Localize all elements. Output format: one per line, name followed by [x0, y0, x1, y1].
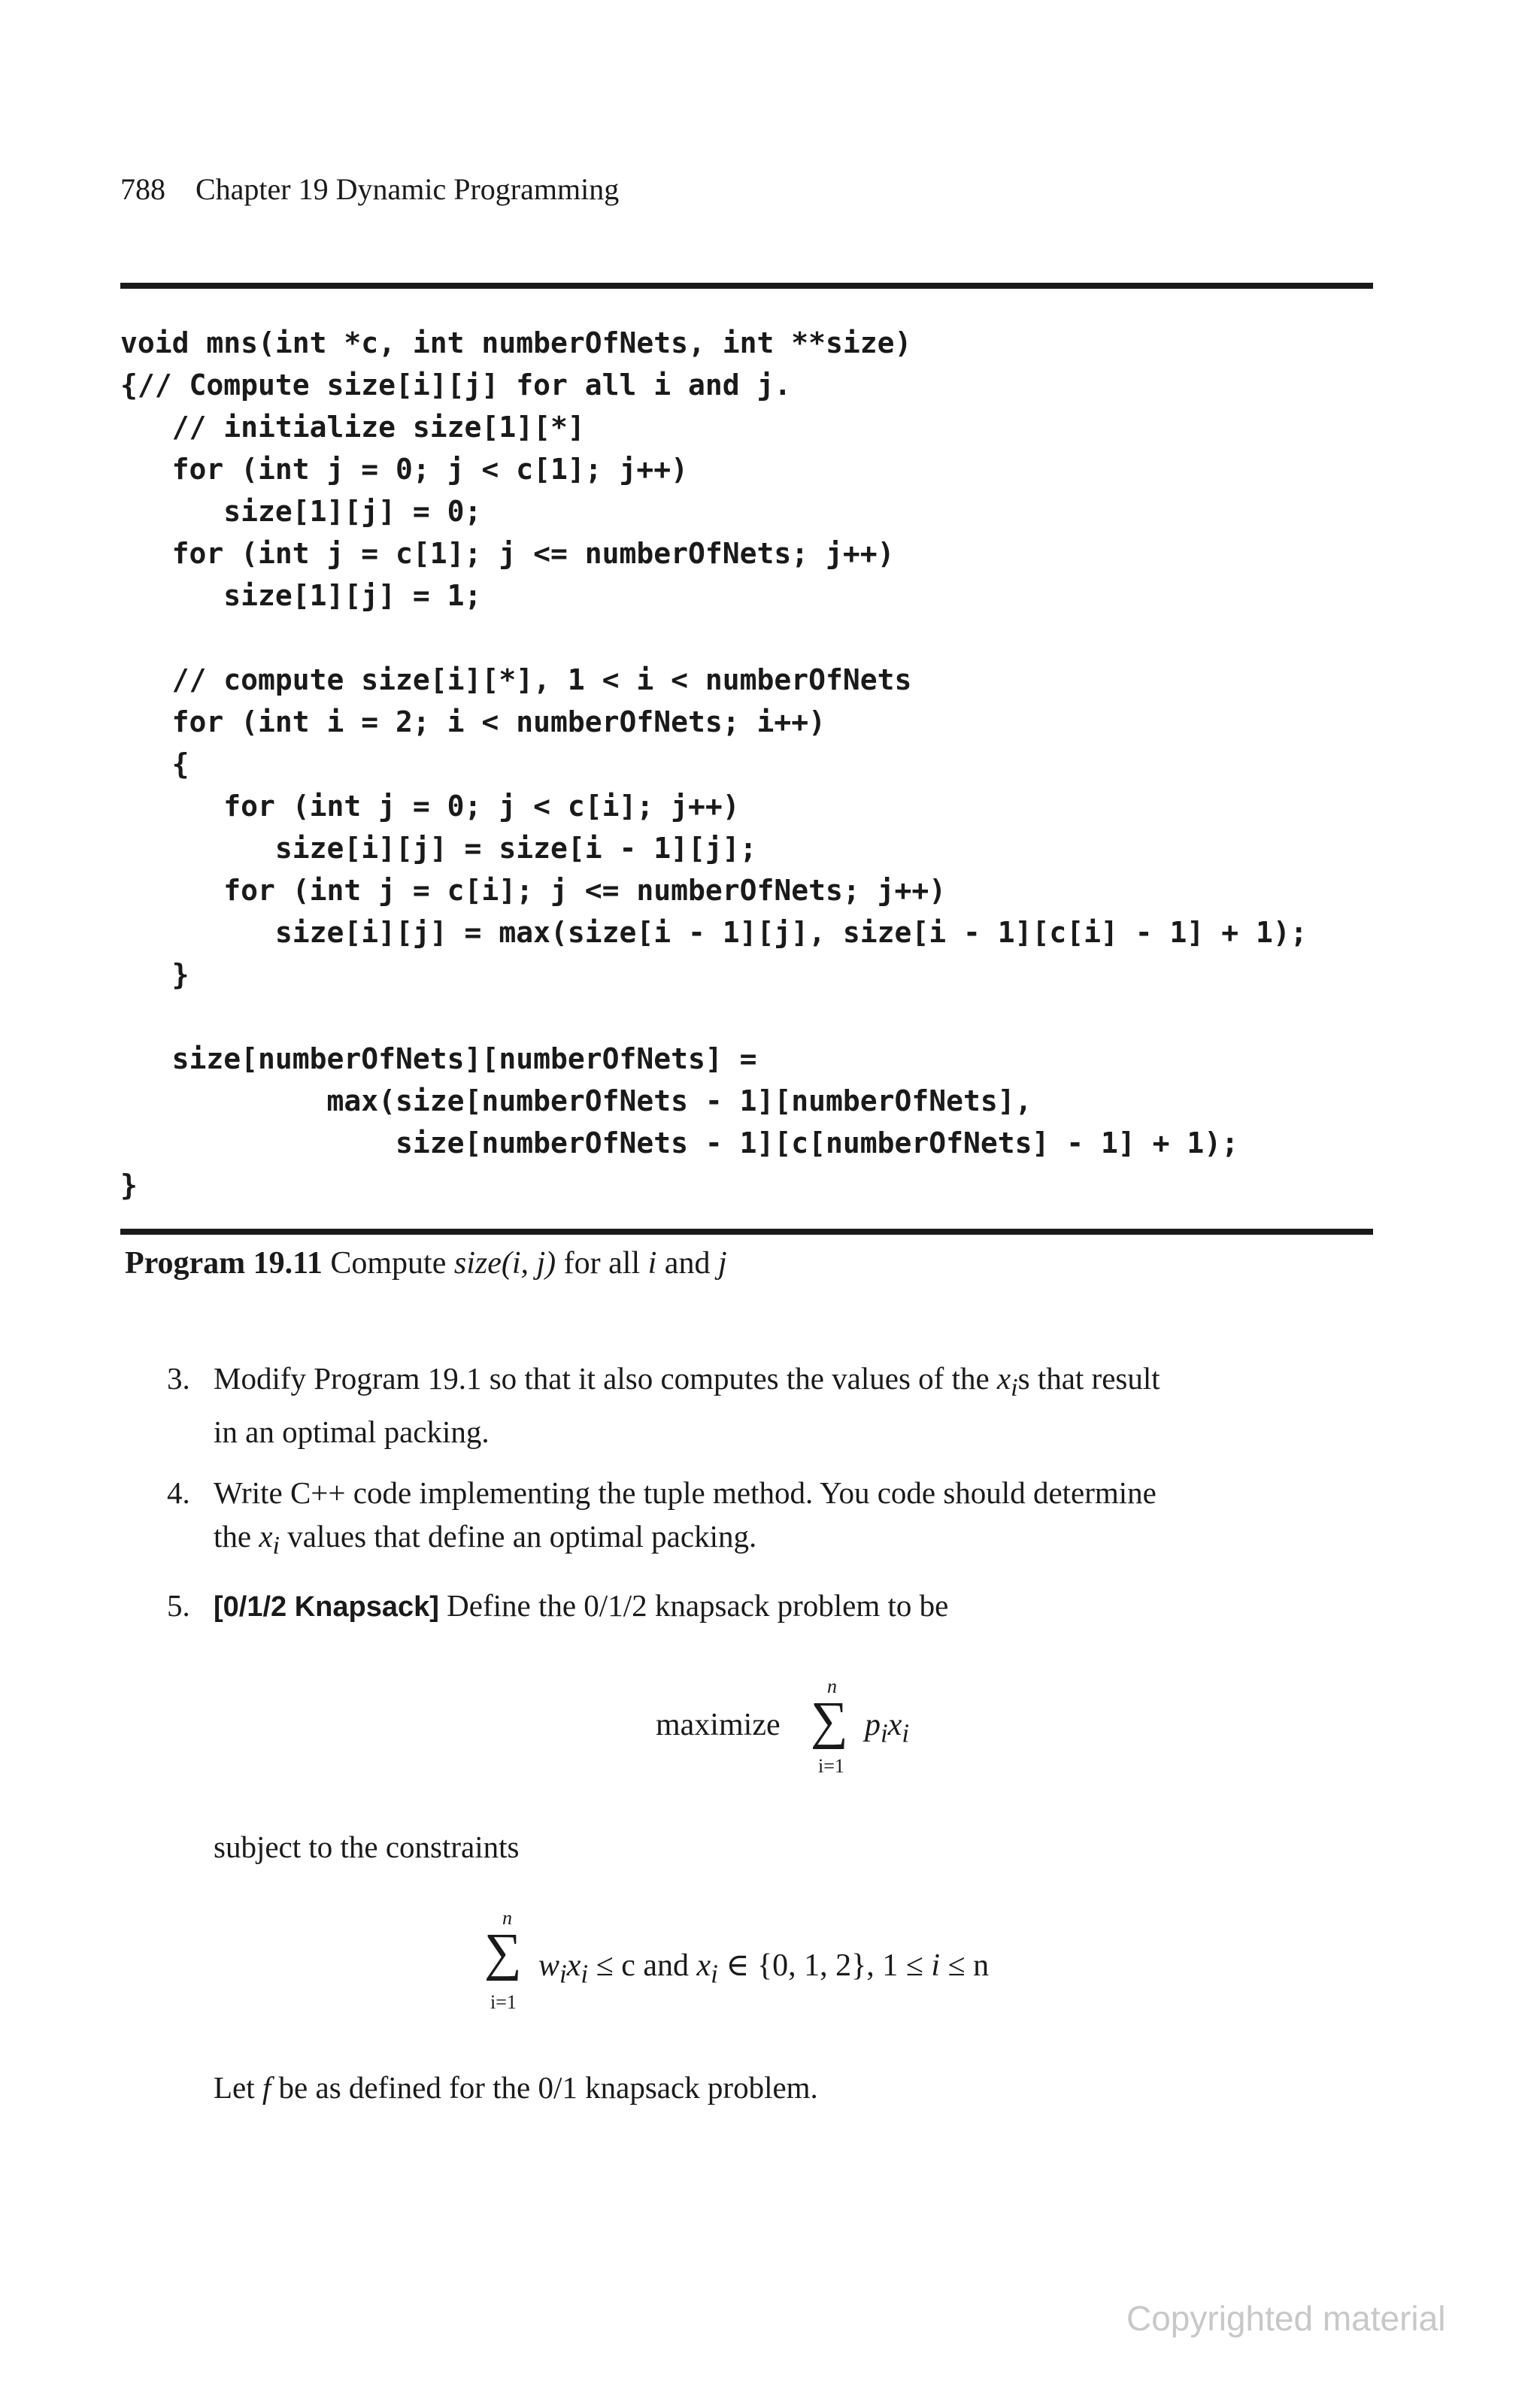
- code-line: for (int j = 0; j < c[1]; j++): [120, 453, 688, 486]
- sum-lower-limit: i=1: [818, 1755, 844, 1777]
- math-var: i: [931, 1948, 941, 1983]
- sum-sigma: ∑: [811, 1692, 848, 1750]
- exercise-text-run: Modify Program 19.1 so that it also computes the values of the: [214, 1361, 997, 1396]
- code-line: size[numberOfNets][numberOfNets] =: [120, 1042, 757, 1075]
- code-line: size[numberOfNets - 1][c[numberOfNets] - 1] + 1);: [120, 1126, 1239, 1160]
- exercise-number: 5.: [167, 1588, 190, 1623]
- caption-var-j: j: [717, 1246, 727, 1281]
- closing-sentence: [214, 2069, 818, 2106]
- math-var: w: [538, 1948, 560, 1983]
- exercise-text: [214, 1357, 1375, 1454]
- caption-label: Program 19.11: [125, 1246, 323, 1281]
- sum-upper-limit: n: [502, 1907, 512, 1929]
- math-var: x: [566, 1948, 581, 1983]
- exercise-text-run: in an optimal packing.: [214, 1414, 490, 1450]
- program-code: [120, 322, 1308, 1206]
- math-sub: i: [711, 1959, 718, 1989]
- running-head: 788 Chapter 19 Dynamic Programming: [120, 172, 620, 206]
- exercise-number: 3.: [167, 1361, 190, 1396]
- exercise-3: [167, 1357, 1375, 1454]
- objective-term: [865, 1707, 909, 1748]
- code-line: {// Compute size[i][j] for all i and j.: [120, 368, 792, 402]
- code-line: size[1][j] = 0;: [120, 495, 482, 528]
- constraint-text: ≤ n: [940, 1948, 990, 1983]
- exercise-text-run: Write C++ code implementing the tuple method. You code should determine: [214, 1475, 1157, 1510]
- code-line: for (int j = c[i]; j <= numberOfNets; j++): [120, 874, 947, 907]
- caption-text: Compute: [322, 1246, 454, 1281]
- math-var: x: [996, 1361, 1011, 1396]
- copyright-watermark: Copyrighted material: [1126, 2299, 1446, 2338]
- exercise-title: [0/1/2 Knapsack]: [214, 1591, 439, 1623]
- code-line: {: [120, 747, 189, 781]
- caption-var-i: i: [647, 1246, 657, 1281]
- code-line: }: [120, 1169, 138, 1202]
- code-line: max(size[numberOfNets - 1][numberOfNets],: [120, 1084, 1032, 1117]
- constraint-text: and: [635, 1948, 697, 1983]
- program-top-rule: [120, 283, 1373, 289]
- code-line: size[i][j] = max(size[i - 1][j], size[i - 1][c[i] - 1] + 1);: [120, 916, 1308, 949]
- math-var: p: [865, 1708, 881, 1742]
- constraint-term: [538, 1946, 989, 1989]
- exercise-text-run: s that result: [1017, 1361, 1160, 1396]
- code-line: [120, 996, 1308, 1038]
- math-sub: i: [881, 1718, 888, 1748]
- constraint-text: ≤ c: [588, 1948, 635, 1983]
- code-line: size[i][j] = size[i - 1][j];: [120, 832, 757, 865]
- math-var: x: [887, 1708, 902, 1742]
- program-bottom-rule: [120, 1229, 1373, 1235]
- exercise-text-run: values that define an optimal packing.: [280, 1519, 757, 1554]
- sum-sigma: ∑: [484, 1924, 522, 1981]
- closing-text: be as defined for the 0/1 knapsack problem.: [271, 2070, 818, 2105]
- math-var: f: [262, 2070, 271, 2105]
- code-line: }: [120, 958, 189, 991]
- code-line: size[1][j] = 1;: [120, 579, 482, 612]
- math-var: x: [696, 1948, 711, 1983]
- math-sub: i: [1011, 1374, 1018, 1402]
- code-line: // compute size[i][*], 1 < i < numberOfNets: [120, 663, 912, 696]
- math-sub: i: [902, 1718, 910, 1748]
- math-sub: i: [581, 1959, 589, 1989]
- sum-lower-limit: i=1: [490, 1991, 517, 2013]
- sum-upper-limit: n: [827, 1675, 837, 1697]
- exercise-4: [167, 1471, 1375, 1568]
- exercise-text: [214, 1584, 1375, 1629]
- code-line: for (int j = c[1]; j <= numberOfNets; j++): [120, 537, 895, 570]
- caption-text: and: [656, 1246, 718, 1281]
- exercise-5: [167, 1584, 1375, 1629]
- exercise-text-run: Define the 0/1/2 knapsack problem to be: [438, 1588, 949, 1623]
- subject-to-text: subject to the constraints: [214, 1830, 520, 1864]
- code-line: [120, 617, 1308, 659]
- caption-function: size(i, j): [453, 1246, 556, 1281]
- math-sub: i: [272, 1532, 280, 1560]
- constraint-text: ∈ {0, 1, 2}, 1 ≤: [717, 1948, 932, 1983]
- math-var: x: [259, 1519, 273, 1554]
- exercise-number: 4.: [167, 1475, 190, 1510]
- exercise-text-run: the: [214, 1519, 259, 1554]
- caption-text: for all: [556, 1246, 648, 1281]
- math-sub: i: [559, 1959, 567, 1989]
- code-line: for (int i = 2; i < numberOfNets; i++): [120, 705, 826, 738]
- maximize-word: maximize: [656, 1708, 781, 1742]
- program-caption: [125, 1245, 727, 1281]
- code-line: for (int j = 0; j < c[i]; j++): [120, 790, 740, 823]
- code-line: // initialize size[1][*]: [120, 411, 585, 444]
- closing-text: Let: [214, 2070, 262, 2105]
- code-line: void mns(int *c, int numberOfNets, int **size): [120, 326, 912, 359]
- exercise-text: [214, 1471, 1375, 1568]
